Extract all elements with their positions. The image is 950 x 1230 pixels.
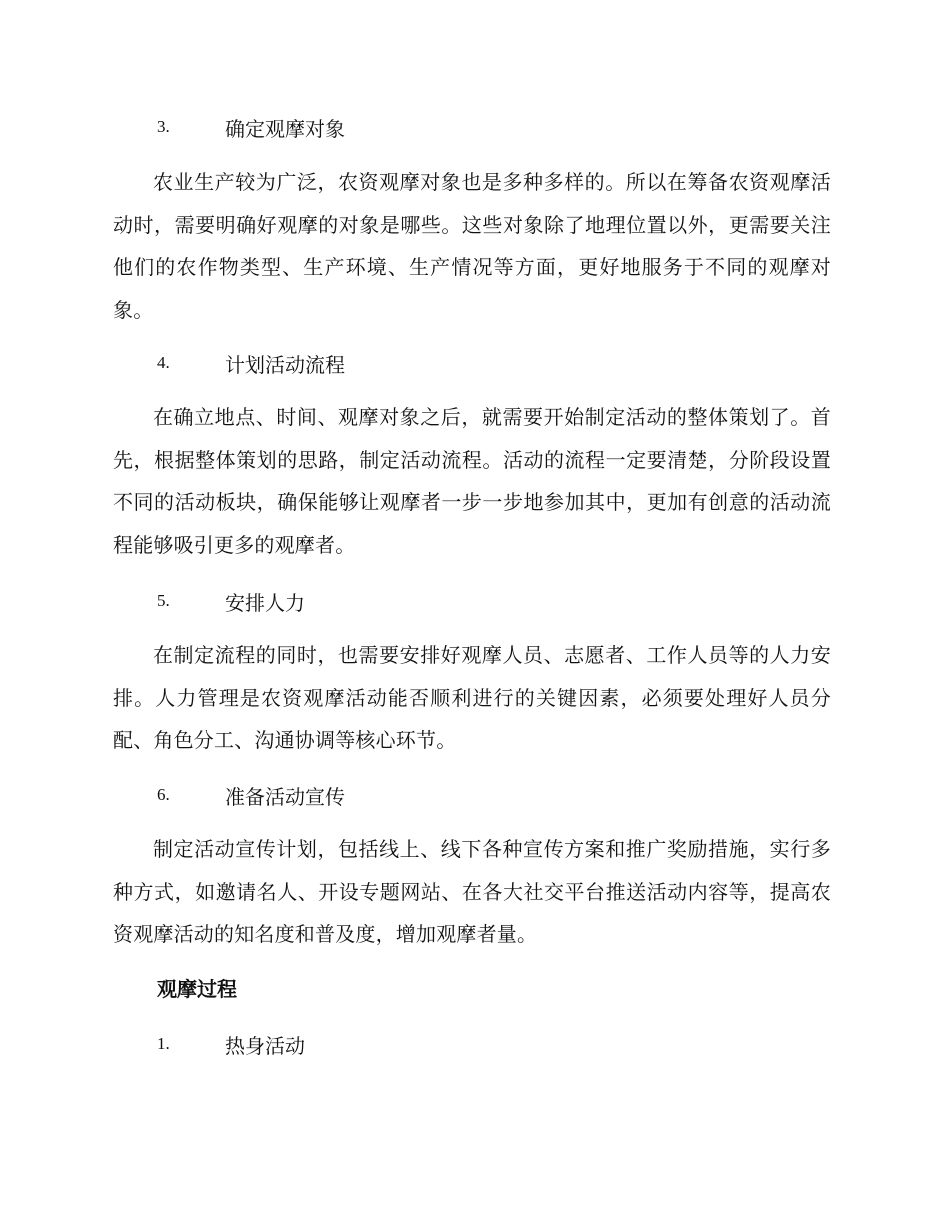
list-number: 4. bbox=[157, 353, 170, 372]
list-number: 3. bbox=[157, 117, 170, 136]
list-title: 准备活动宣传 bbox=[225, 784, 345, 809]
paragraph-promotion: 制定活动宣传计划，包括线上、线下各种宣传方案和推广奖励措施，实行多种方式，如邀请名人、开设专题网站、在各大社交平台推送活动内容等，提高农资观摩活动的知名度和普及度，增加观摩者量。 bbox=[113, 837, 831, 947]
list-number: 5. bbox=[157, 591, 170, 610]
paragraph-observation-targets: 农业生产较为广泛，农资观摩对象也是多种多样的。所以在筹备农资观摩活动时，需要明确好观摩的对象是哪些。这些对象除了地理位置以外，更需要关注他们的农作物类型、生产环境、生产情况等方面，更好地服务于不同的观摩对象。 bbox=[113, 170, 831, 323]
section-heading: 观摩过程 bbox=[157, 977, 237, 1001]
list-number: 6. bbox=[157, 785, 170, 804]
list-heading-6 bbox=[157, 780, 345, 810]
list-title: 安排人力 bbox=[225, 590, 305, 615]
list-heading-1 bbox=[157, 1029, 305, 1059]
list-title: 热身活动 bbox=[225, 1033, 305, 1058]
list-title: 确定观摩对象 bbox=[225, 116, 345, 141]
list-heading-5 bbox=[157, 586, 305, 616]
list-heading-3 bbox=[157, 112, 345, 142]
paragraph-manpower: 在制定流程的同时，也需要安排好观摩人员、志愿者、工作人员等的人力安排。人力管理是农资观摩活动能否顺利进行的关键因素，必须要处理好人员分配、角色分工、沟通协调等核心环节。 bbox=[113, 643, 831, 753]
list-heading-4 bbox=[157, 348, 345, 378]
paragraph-activity-process: 在确立地点、时间、观摩对象之后，就需要开始制定活动的整体策划了。首先，根据整体策划的思路，制定活动流程。活动的流程一定要清楚，分阶段设置不同的活动板块，确保能够让观摩者一步一步地参加其中，更加有创意的活动流程能够吸引更多的观摩者。 bbox=[113, 405, 831, 558]
list-title: 计划活动流程 bbox=[225, 352, 345, 377]
list-number: 1. bbox=[157, 1034, 170, 1053]
